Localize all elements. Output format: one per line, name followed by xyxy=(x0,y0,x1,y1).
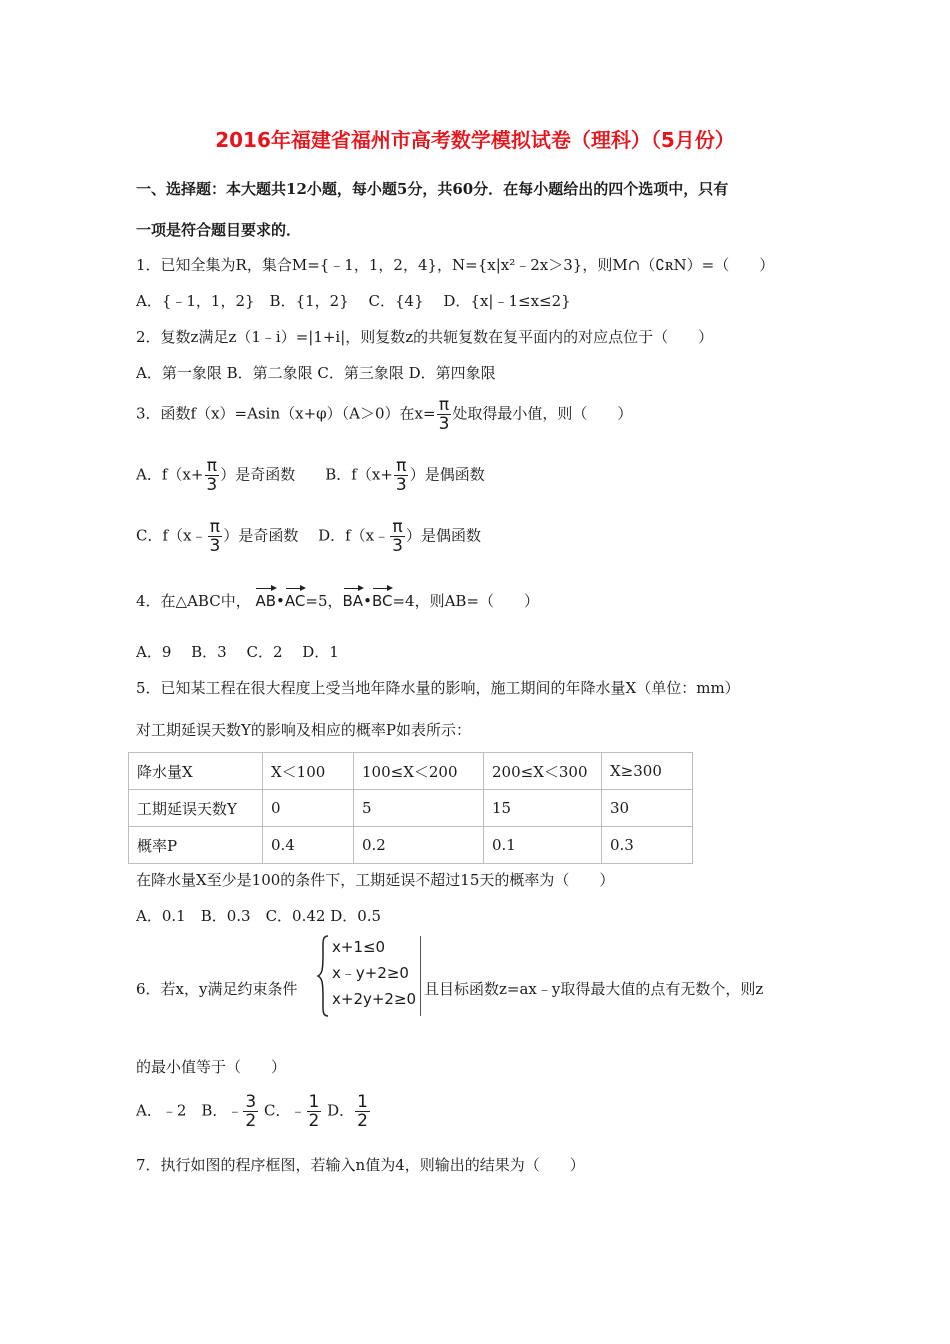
question-6-options xyxy=(136,1093,371,1130)
fraction-denominator: 3 xyxy=(206,475,218,495)
table-cell: 0.4 xyxy=(263,827,354,864)
fraction-numerator: π xyxy=(438,395,450,415)
table-cell: 15 xyxy=(484,790,602,827)
option-d-text: ）是奇函数 D．f（x﹣ xyxy=(223,526,390,545)
pi-over-3-fraction xyxy=(204,457,219,494)
fraction-denominator: 3 xyxy=(392,536,403,556)
option-b-text: ）是奇函数 B．f（x+ xyxy=(220,465,393,484)
table-row xyxy=(129,790,693,827)
question-5-line1: 5．已知某工程在很大程度上受当地年降水量的影响，施工期间的年降水量X（单位：mm） xyxy=(136,679,740,697)
table-cell: 概率P xyxy=(129,827,263,864)
question-7-stem: 7．执行如图的程序框图，若输入n值为4，则输出的结果为（ ） xyxy=(136,1156,585,1174)
question-6-stem-end: 且目标函数z=ax﹣y取得最大值的点有无数个，则z xyxy=(424,980,764,998)
fraction-denominator: 3 xyxy=(209,536,221,556)
table-cell: 工期延误天数Y xyxy=(129,790,263,827)
table-cell: 0.3 xyxy=(602,827,693,864)
question-2-options: A．第一象限 B．第二象限 C．第三象限 D．第四象限 xyxy=(136,364,496,382)
question-6-line2: 的最小值等于（ ） xyxy=(136,1058,287,1076)
fraction-numerator: 1 xyxy=(357,1092,368,1112)
option-c-text: C．﹣ xyxy=(264,1101,306,1120)
fraction-denominator: 3 xyxy=(438,414,450,434)
question-6-stem-start: 6．若x，y满足约束条件 xyxy=(136,980,298,998)
vector-ab: AB xyxy=(255,586,276,610)
table-cell: X≥300 xyxy=(602,753,693,790)
question-4-stem xyxy=(136,586,539,611)
three-halves-fraction xyxy=(243,1093,258,1130)
question-3-stem xyxy=(136,396,632,433)
one-half-fraction xyxy=(307,1093,322,1130)
table-cell: 0.1 xyxy=(484,827,602,864)
question-3-stem-text: 3．函数f（x）=Asin（x+φ）（A＞0）在x= xyxy=(136,404,436,423)
table-cell: 30 xyxy=(602,790,693,827)
one-half-fraction xyxy=(355,1093,370,1130)
constraint-1: x+1≤0 xyxy=(332,938,386,956)
question-3-options-ab xyxy=(136,457,485,494)
question-5-options: A．0.1 B．0.3 C．0.42 D．0.5 xyxy=(136,907,382,925)
pi-over-3-fraction xyxy=(208,518,223,555)
fraction-numerator: π xyxy=(396,456,407,476)
option-d-text: D． xyxy=(327,1101,355,1120)
fraction-denominator: 2 xyxy=(308,1111,320,1131)
table-cell: 0.2 xyxy=(354,827,484,864)
rainfall-delay-table xyxy=(128,752,693,864)
table-cell: 0 xyxy=(263,790,354,827)
fraction-numerator: π xyxy=(206,456,217,476)
table-cell: 200≤X＜300 xyxy=(484,753,602,790)
vector-ac: AC xyxy=(285,586,305,610)
pi-over-3-fraction xyxy=(394,457,409,494)
option-b-text-end: ）是偶函数 xyxy=(409,465,485,484)
table-cell: 降水量X xyxy=(129,753,263,790)
fraction-numerator: π xyxy=(392,517,403,537)
option-d-text-end: ）是偶函数 xyxy=(405,526,481,545)
question-4-text: 4．在△ABC中， xyxy=(136,592,251,610)
pi-over-3-fraction xyxy=(437,396,452,433)
question-5-line2: 对工期延误天数Y的影响及相应的概率P如表所示： xyxy=(136,721,471,739)
vector-ba: BA xyxy=(343,586,364,610)
question-5-condition: 在降水量X至少是100的条件下，工期延误不超过15天的概率为（ ） xyxy=(136,871,615,889)
vector-bc: BC xyxy=(372,586,393,610)
question-3-stem-text-end: 处取得最小值，则（ ） xyxy=(452,404,633,423)
option-a-text: A．f（x+ xyxy=(136,465,204,484)
fraction-numerator: π xyxy=(209,517,221,537)
section-heading-line1: 一、选择题：本大题共12小题，每小题5分，共60分．在每小题给出的四个选项中，只有 xyxy=(136,180,729,198)
table-cell: 5 xyxy=(354,790,484,827)
question-4-options: A．9 B．3 C．2 D．1 xyxy=(136,643,339,661)
fraction-numerator: 1 xyxy=(308,1092,320,1112)
page-title: 2016年福建省福州市高考数学模拟试卷（理科）（5月份） xyxy=(215,128,735,152)
question-1-options: A．{﹣1，1，2} B．{1，2} C．{4} D．{x|﹣1≤x≤2} xyxy=(136,292,571,310)
section-heading-line2: 一项是符合题目要求的． xyxy=(136,221,302,239)
table-row xyxy=(129,753,693,790)
brace-right-rule xyxy=(420,936,421,1016)
question-4-text-end: =4，则AB=（ ） xyxy=(392,592,539,610)
option-a-b-text: A．﹣2 B．﹣ xyxy=(136,1101,243,1120)
question-3-options-cd xyxy=(136,518,481,555)
dot-product-symbol: • xyxy=(363,592,372,610)
question-4-text-mid: =5， xyxy=(305,592,343,610)
left-brace-icon xyxy=(316,934,330,1018)
table-row xyxy=(129,827,693,864)
question-1-stem: 1．已知全集为R，集合M={﹣1，1，2，4}，N={x|x²﹣2x＞3}，则M∩（∁ʀN）=（ ） xyxy=(136,256,775,274)
fraction-denominator: 2 xyxy=(245,1111,257,1131)
constraint-3: x+2y+2≥0 xyxy=(332,990,417,1008)
fraction-numerator: 3 xyxy=(245,1092,257,1112)
table-cell: X＜100 xyxy=(263,753,354,790)
table-cell: 100≤X＜200 xyxy=(354,753,484,790)
fraction-denominator: 2 xyxy=(357,1111,368,1131)
dot-product-symbol: • xyxy=(276,592,285,610)
question-2-stem: 2．复数z满足z（1﹣i）=|1+i|，则复数z的共轭复数在复平面内的对应点位于（ ） xyxy=(136,328,714,346)
option-c-text: C．f（x﹣ xyxy=(136,526,207,545)
constraint-2: x﹣y+2≥0 xyxy=(332,964,409,982)
pi-over-3-fraction xyxy=(390,518,405,555)
fraction-denominator: 3 xyxy=(395,475,407,495)
